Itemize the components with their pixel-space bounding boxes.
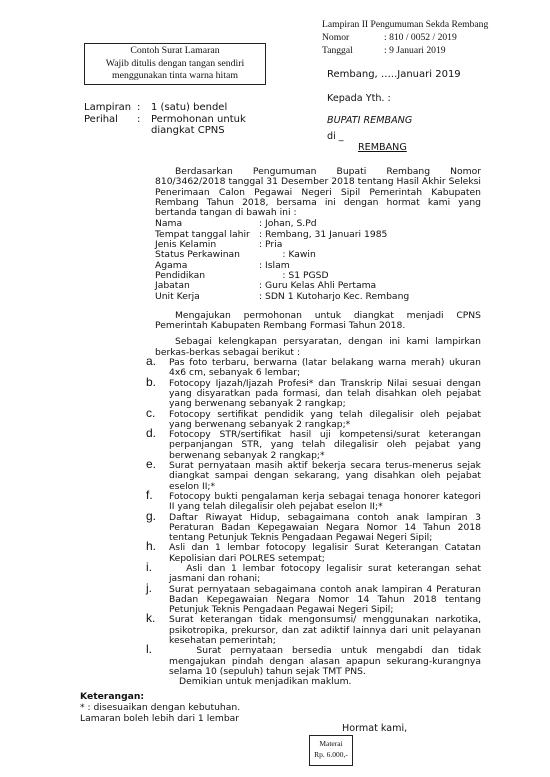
identity-key: Jenis Kelamin [155, 239, 217, 251]
materai-line-2: Rp. 6.000,- [314, 750, 348, 759]
requirements-intro: Sebagai kelengkapan persyaratan, dengan ini kami lampirkan berkas-berkas sebagai berikut : [155, 336, 481, 358]
requirement-text: Pas foto terbaru, berwarna (latar belakang warna merah) ukuran 4x6 cm, sebanyak 6 lembar; [169, 357, 484, 379]
identity-value: : Islam [259, 259, 290, 271]
recipient-city: REMBANG [358, 142, 407, 153]
lampiran-value: 1 (satu) bendel [151, 102, 228, 113]
materai-stamp-box [309, 735, 353, 766]
identity-table [155, 219, 409, 301]
requirement-text: Fotocopy bukti pengalaman kerja sebagai tenaga honorer kategori II yang telah dilegalisir oleh pejabat eselon II;* [169, 490, 484, 513]
requirement-item [146, 374, 484, 410]
perihal-row [84, 114, 301, 137]
lampiran-colon: : [137, 102, 141, 113]
requirement-text: Daftar Riwayat Hidup, sebagaimana contoh anak lampiran 3 Peraturan Badan Kepegawaian Negara Nomor 14 Tahun 2018 tentang Petunjuk Teknis Pengadaan Pegawai Negeri Sipil; [169, 511, 484, 544]
requirement-text: Fotocopy sertifikat pendidik yang telah dilegalisir oleh pejabat yang berwenang sebanyak 2 rangkap;* [169, 408, 484, 430]
materai-line-1: Materai [319, 739, 343, 748]
keterangan-title: Keterangan: [80, 691, 145, 702]
sample-box-line-2: Wajib ditulis dengan tangan sendiri [105, 57, 245, 69]
recipient-name: BUPATI REMBANG [327, 115, 413, 126]
lampiran-label: Lampiran [84, 102, 132, 113]
signature-hormat: Hormat kami, [342, 723, 408, 734]
header-tanggal [322, 44, 488, 57]
requirement-marker: i. [146, 559, 152, 574]
identity-value: : Kawin [259, 249, 316, 261]
identity-value: : Pria [259, 239, 283, 251]
requirement-text: Fotocopy STR/sertifikat hasil uji kompetensi/surat keterangan perpanjangan STR, yang telah dilegalisir oleh pejabat yang berwenang sebanyak 2 rangkap;* [169, 429, 484, 461]
requirement-item [146, 539, 484, 564]
requirements-list [146, 354, 484, 677]
requirement-item [146, 426, 484, 461]
requirement-item [146, 559, 484, 585]
identity-value: : SDN 1 Kutoharjo Kec. Rembang [259, 290, 410, 302]
request-paragraph: Mengajukan permohonan untuk diangkat menjadi CPNS Pemerintah Kabupaten Rembang Formasi Tahun 2018. [155, 309, 481, 332]
perihal-colon: : [137, 113, 141, 125]
requirement-text: Surat pernyataan bersedia untuk mengabdi dan tidak mengajukan pindah dengan alasan apapun sekurang-kurangnya selama 10 (sepuluh) tahun sejak TMT PNS. [169, 645, 484, 677]
lampiran-perihal-block [84, 102, 301, 137]
keterangan-line-1: * : disesuaikan dengan kebutuhan. [80, 702, 241, 713]
lampiran-row [84, 102, 301, 114]
requirement-text: Asli dan 1 lembar fotocopy legalisir Surat Keterangan Catatan Kepolisian dari POLRES setempat; [169, 542, 484, 564]
tanggal-value: : 9 Januari 2019 [384, 45, 446, 56]
identity-rows [155, 219, 409, 301]
recipient-kepada: Kepada Yth. : [327, 93, 391, 104]
requirement-text: Asli dan 1 lembar fotocopy legalisir surat keterangan sehat jasmani dan rohani; [169, 562, 484, 585]
requirement-item [146, 508, 484, 544]
keterangan-line-2: Lamaran boleh lebih dari 1 lembar [80, 713, 240, 724]
requirement-text: Fotocopy Ijazah/Ijazah Profesi* dan Transkrip Nilai sesuai dengan yang disyaratkan pada formasi, dan telah disahkan oleh pejabat yang berwenang sebanyak 2 rangkap; [169, 377, 484, 410]
requirement-item [146, 354, 484, 379]
identity-key: Tempat tanggal lahir [155, 228, 250, 240]
requirement-marker: k. [146, 611, 156, 626]
place-date: Rembang, …..Januari 2019 [327, 69, 461, 80]
requirement-marker: f. [146, 487, 153, 502]
requirement-marker: h. [146, 539, 157, 554]
identity-row [155, 292, 409, 302]
perihal-value: Permohonan untuk diangkat CPNS [151, 113, 246, 136]
perihal-label: Perihal [84, 113, 118, 125]
identity-key: Pendidikan [155, 269, 206, 281]
intro-paragraph: Berdasarkan Pengumuman Bupati Rembang Nomor 810/3462/2018 tanggal 31 Desember 2018 tentang Hasil Akhir Seleksi Penerimaan Calon Pegawai Negeri Sipil Pemerintah Kabupaten Rembang Tahun 2018, bersama ini dengan hormat kami yang bertanda tangan di bawah ini : [155, 166, 481, 219]
requirement-text: Surat pernyataan masih aktif bekerja secara terus-menerus sejak diangkat sampai dengan sekarang, yang disahkan oleh pejabat eselon II;* [169, 460, 484, 492]
requirement-text: Surat pernyataan sebagaimana contoh anak lampiran 4 Peraturan Badan Kepegawaian Negara Nomor 14 Tahun 2018 tentang Petunjuk Teknis Pengadaan Pegawai Negeri Sipil; [169, 583, 484, 616]
identity-key: Unit Kerja [155, 290, 200, 302]
tanggal-label: Tanggal [322, 45, 353, 56]
requirement-item [146, 457, 484, 492]
requirement-marker: c. [146, 405, 156, 420]
requirement-item [146, 611, 484, 647]
recipient-di: di _ [327, 131, 344, 142]
requirement-marker: b. [146, 374, 157, 389]
identity-key: Agama [155, 259, 188, 271]
requirement-marker: l. [146, 642, 152, 657]
closing-paragraph: Demikian untuk menjadikan maklum. [179, 676, 352, 688]
requirement-marker: a. [146, 354, 157, 369]
identity-value: : Rembang, 31 Januari 1985 [259, 228, 388, 240]
requirement-marker: e. [146, 457, 157, 472]
requirement-item [146, 487, 484, 513]
requirement-item [146, 580, 484, 616]
requirement-item [146, 405, 484, 431]
identity-key: Jabatan [155, 280, 190, 292]
requirement-marker: g. [146, 508, 157, 523]
keterangan-block [80, 691, 240, 724]
identity-key: Status Perkawinan [155, 249, 240, 261]
requirement-item [146, 642, 484, 677]
nomor-value: : 810 / 0052 / 2019 [384, 32, 457, 43]
identity-value: : Johan, S.Pd [259, 218, 317, 230]
header-title: Lampiran II Pengumuman Sekda Rembang [322, 19, 489, 30]
requirement-marker: j. [146, 580, 152, 595]
requirement-marker: d. [146, 426, 157, 441]
sample-letter-note-box [84, 43, 266, 85]
nomor-label: Nomor [322, 32, 350, 43]
identity-key: Nama [155, 218, 183, 230]
header-reference [322, 18, 488, 57]
sample-box-line-3: menggunakan tinta warna hitam [112, 70, 238, 81]
header-nomor [322, 31, 488, 44]
requirement-text: Surat keterangan tidak mengonsumsi/ menggunakan narkotika, psikotropika, prekursor, dan zat adiktif lainnya dari unit pelayanan kesehatan pemerintah; [169, 614, 484, 647]
sample-box-line-1: Contoh Surat Lamaran [130, 45, 220, 56]
identity-value: : Guru Kelas Ahli Pertama [259, 280, 377, 292]
letter-body [146, 166, 484, 688]
identity-value: : S1 PGSD [259, 269, 329, 281]
